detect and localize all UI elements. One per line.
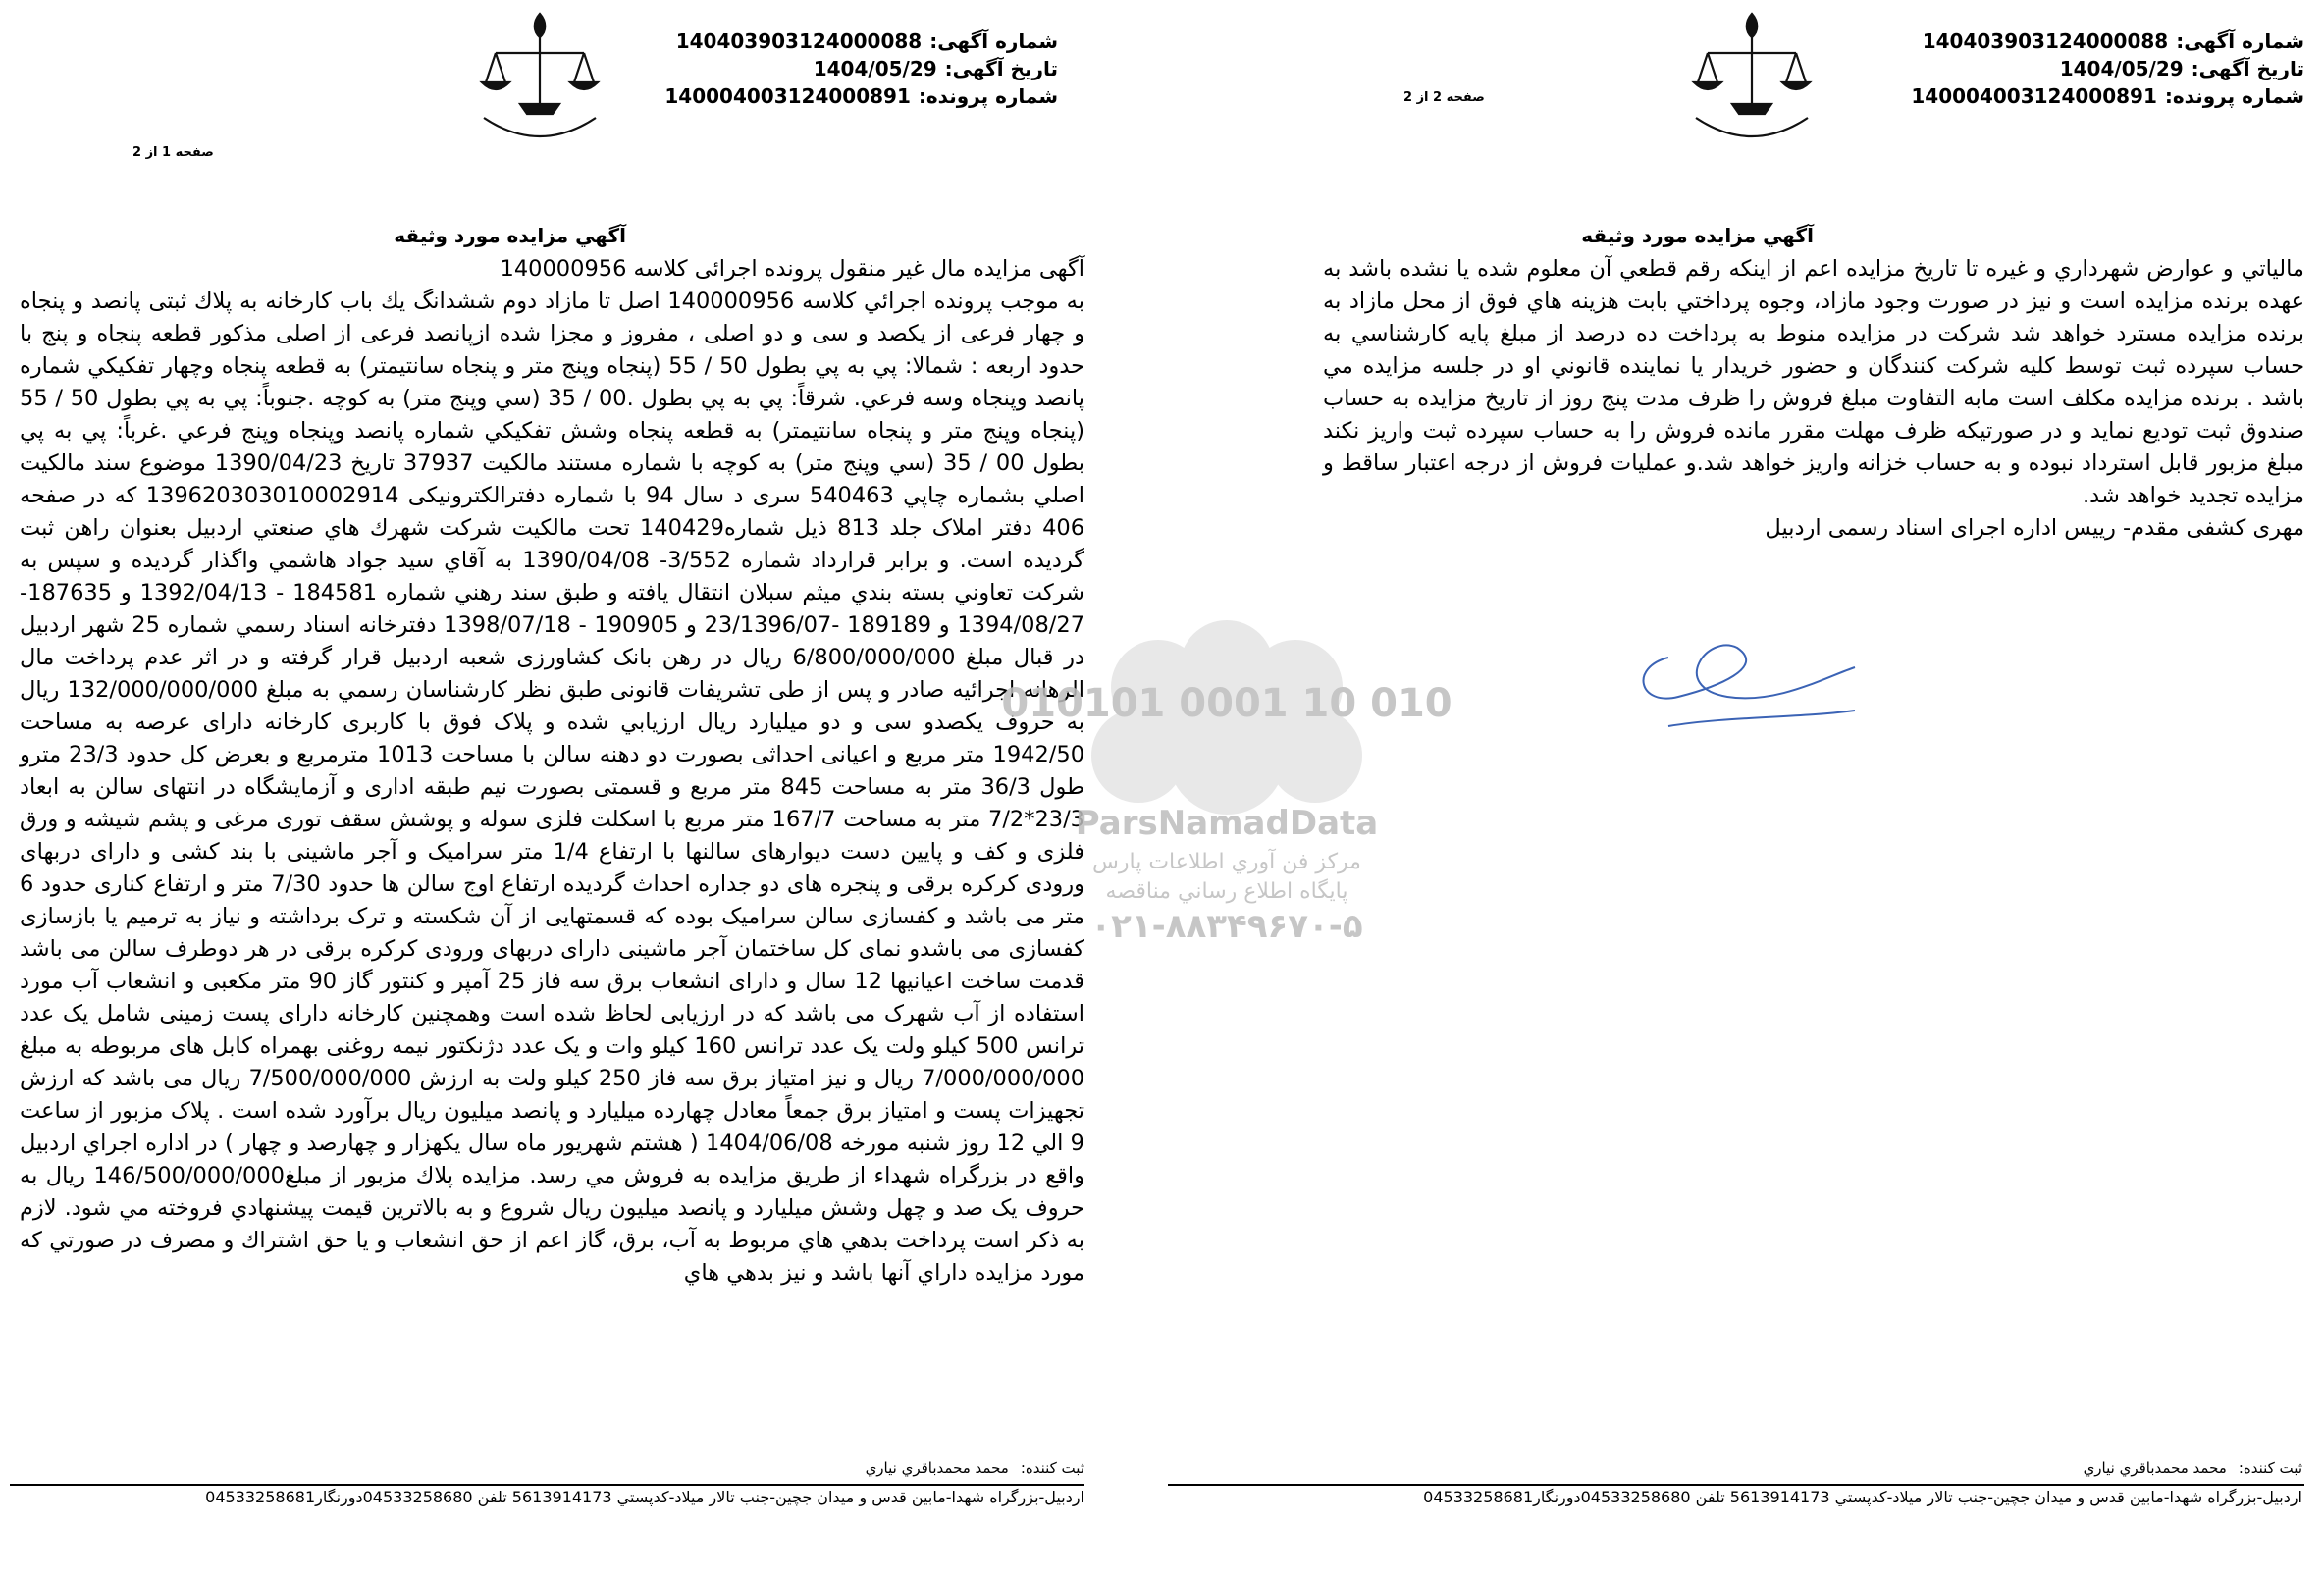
case-heading: آگهی مزایده مال غیر منقول پرونده اجرائی كلاسه 140000956 (500, 256, 1084, 282)
ad-date: 1404/05/29 (813, 57, 937, 80)
body-paragraph: مالياتي و عوارض شهرداري و غيره تا تاريخ مزايده اعم از اينكه رقم قطعي آن معلوم شده يا نشده باشد به عهده برنده مزايده است و نيز در صورت وجود مازاد، وجوه پرداختي بابت هزينه هاي فوق از محل مازاد به برنده مزايده مسترد خواهد شد شركت در مزايده منوط به پرداخت ده درصد از مبلغ پايه كارشناسي به حساب سپرده ثبت توسط كليه شركت كنندگان و حضور خريدار يا نماينده قانوني او در جلسه مزايده مي باشد . برنده مزايده مكلف است مابه التفاوت مبلغ فروش را ظرف مدت پنج روز از تاريخ مزايده به حساب صندوق ثبت توديع نمايد و در صورتيكه ظرف مهلت مقرر مانده فروش را به حساب سپرده ثبت واريز نكند مبلغ مزبور قابل استرداد نبوده و به حساب خزانه واريز خواهد شد.و عمليات فروش از درجه اعتبار ساقط و مزايده تجديد خواهد شد. (1323, 256, 2304, 508)
ad-number-label: شماره آگهی: (2176, 29, 2304, 53)
registrar-name: محمد محمدباقري نياري (2083, 1459, 2227, 1477)
ad-number: 140403903124000088 (1922, 29, 2169, 53)
footer-address: اردبيل-بزرگراه شهدا-مابين قدس و ميدان جچين-جنب تالار ميلاد-كدپستي 5613914173 تلفن 04533258680دورنگار04533258681 (205, 1488, 1084, 1506)
judiciary-emblem-icon (1678, 8, 1825, 155)
judiciary-emblem-icon (466, 8, 613, 155)
page-number: صفحه 2 از 2 (1403, 90, 1485, 105)
footer-address: اردبيل-بزرگراه شهدا-مابين قدس و ميدان جچين-جنب تالار ميلاد-كدپستي 5613914173 تلفن 04533258680دورنگار04533258681 (1423, 1488, 2302, 1506)
registrar-label: ثبت كننده: (2238, 1459, 2302, 1477)
case-number: 140004003124000891 (664, 84, 911, 108)
notice-meta (657, 27, 1058, 110)
registrar-name: محمد محمدباقري نياري (865, 1459, 1009, 1477)
case-number-label: شماره پرونده: (918, 84, 1058, 108)
notice-title: آگهي مزايده مورد وثيقه (1581, 224, 1814, 247)
case-number: 140004003124000891 (1911, 84, 2157, 108)
registrar-line (854, 1459, 1084, 1477)
notice-body (20, 253, 1084, 1290)
notice-title: آگهي مزايده مورد وثيقه (394, 224, 626, 247)
notice-page-1 (0, 0, 1129, 1579)
ad-date: 1404/05/29 (2059, 57, 2184, 80)
signature-icon (1610, 628, 1884, 756)
registrar-line (2072, 1459, 2302, 1477)
footer-divider (10, 1484, 1084, 1486)
watermark-phone: ۰۲۱-۸۸۳۴۹۶۷۰-۵ (1090, 907, 1363, 946)
ad-date-label: تاریخ آگهی: (944, 57, 1058, 80)
page-number: صفحه 1 از 2 (132, 145, 214, 160)
parsnamad-watermark (1001, 608, 1452, 981)
ad-number-label: شماره آگهی: (929, 29, 1058, 53)
watermark-digits: 010101 0001 10 010 (1001, 681, 1452, 726)
registrar-label: ثبت كننده: (1020, 1459, 1084, 1477)
case-number-label: شماره پرونده: (2164, 84, 2304, 108)
watermark-line2: پايگاه اطلاع رساني مناقصه (1105, 879, 1348, 904)
watermark-brand: ParsNamadData (1075, 804, 1379, 843)
footer-divider (1168, 1484, 2304, 1486)
ad-date-label: تاریخ آگهی: (2191, 57, 2304, 80)
signatory-line: مهرى كشفى مقدم- رييس اداره اجراى اسناد رسمى اردبيل (1765, 515, 2304, 541)
notice-meta (1903, 27, 2304, 110)
ad-number: 140403903124000088 (675, 29, 923, 53)
notice-body (1323, 253, 2304, 545)
body-paragraph: به موجب پرونده اجرائي كلاسه 140000956 اصل تا مازاد دوم ششدانگ يك باب كارخانه به پلاك ثبتی پانصد و پنجاه و چهار فرعی از يكصد و سی و دو اصلی ، مفروز و مجزا شده ازپانصد فرعی از اصلی مذكور قطعه پنجاه و پنج با حدود اربعه : شمالا: پي به پي بطول 50 / 55 (پنجاه وپنج متر و پنجاه سانتيمتر) به قطعه پنجاه وچهار تفكيكي شماره پانصد وپنجاه وسه فرعي. شرقاً: پي به پي بطول .00 / 35 (سي وپنج متر) به كوچه .جنوباً: پي به پي بطول 50 / 55 (پنجاه وپنج متر و پنجاه سانتيمتر) به قطعه پنجاه وشش تفكيكي شماره پانصد وپنجاه وپنج فرعي .غرباً: پي به پي بطول 00 / 35 (سي وپنج متر) به كوچه با شماره مستند مالكيت 37937 تاريخ 1390/04/23 موضوع سند مالكيت اصلي بشماره چاپي 540463 سری د سال 94 با شماره دفترالكترونيكی 139620303010002914 كه در صفحه 406 دفتر املاک جلد 813 ذيل شماره140429 تحت مالكيت شركت شهرك هاي صنعتي اردبيل بعنوان راهن ثبت گرديده است. و برابر قرارداد شماره 3/552- 1390/04/08 به آقاي سيد جواد هاشمي واگذار گرديده و سپس به شركت تعاوني بسته بندي ميثم سبلان انتقال يافته و طبق سند رهني شماره 184581 - 1392/04/13 و 187635- 1394/08/27 و 189189 -23/1396/07 و 190905 - 1398/07/18 دفترخانه اسناد رسمي شماره 25 شهر اردبيل در قبال مبلغ 6/800/000/000 ريال در رهن بانک كشاورزی شعبه اردبيل قرار گرفته و در اثر عدم پرداخت مال الرهانه اجرائيه صادر و پس از طی تشريفات قانونی طبق نظر كارشناسان رسمي به مبلغ 132/000/000/000 ريال به حروف يكصدو سی و دو ميليارد ريال ارزيابي شده و پلاک فوق با كاربری كارخانه دارای عرصه به مساحت 1942/50 متر مربع و اعيانی احداثی بصورت دو دهنه سالن با مساحت 1013 مترمربع و بعرض كل حدود 23/3 مترو طول 36/3 متر به مساحت 845 متر مربع و قسمتی بصورت نيم طبقه اداری و آزمايشگاه در انتهای سالن به ابعاد 23/3*7/2 متر به مساحت 167/7 متر مربع با اسكلت فلزی سوله و پوشش سقف توری مرغی و پشم شيشه و ورق فلزی و كف و پايين دست ديوارهای سالنها با ارتفاع 1/4 متر سراميک و آجر ماشينی با بند كشی و دارای دربهای ورودی كركره برقی و پنجره های دو جداره احداث گرديده ارتفاع اوج سالن ها حدود 7/30 متر و ارتفاع كناری حدود 6 متر می باشد و كفسازی سالن سراميک بوده كه قسمتهايی از آن شكسته و ترک برداشته و نياز به ترميم يا بازسازی كفسازی می باشدو نمای كل ساختمان آجر ماشينی دارای دربهای ورودی كركره برقی در هر دوطرف سالن می باشد قدمت ساخت اعيانيها 12 سال و دارای انشعاب برق سه فاز 25 آمپر و كنتور گاز 90 متر مكعبی و انشعاب آب مورد استفاده از آب شهرک می باشد كه در ارزيابی لحاظ شده است وهمچنين كارخانه دارای پست زمينی شامل يک عدد ترانس 500 كيلو ولت يک عدد ترانس 160 كيلو وات و يک عدد دژنكتور نيمه روغنی بهمراه كابل های مربوطه به مبلغ 7/000/000/000 ريال و نيز امتياز برق سه فاز 250 كيلو ولت به ارزش 7/500/000/000 ريال می باشد كه ارزش تجهيزات پست و امتياز برق جمعاً معادل چهارده ميليارد و پانصد ميليون ريال برآورد شده است . پلاک مزبور از ساعت 9 الي 12 روز شنبه مورخه 1404/06/08 ( هشتم شهريور ماه سال يكهزار و چهارصد و چهار ) در اداره اجراي اردبيل واقع در بزرگراه شهداء از طريق مزايده به فروش مي رسد. مزايده پلاك مزبور از مبلغ146/500/000/000 ريال به حروف يک صد و چهل وشش ميليارد و پانصد ميليون ريال شروع و به بالاترين قيمت پيشنهادي فروخته مي شود. لازم به ذكر است پرداخت بدهي هاي مربوط به آب، برق، گاز اعم از حق انشعاب و يا حق اشتراك و مصرف در صورتي كه مورد مزايده داراي آنها باشد و نيز بدهي هاي (20, 289, 1085, 1286)
watermark-line1: مركز فن آوري اطلاعات پارس (1092, 850, 1361, 874)
